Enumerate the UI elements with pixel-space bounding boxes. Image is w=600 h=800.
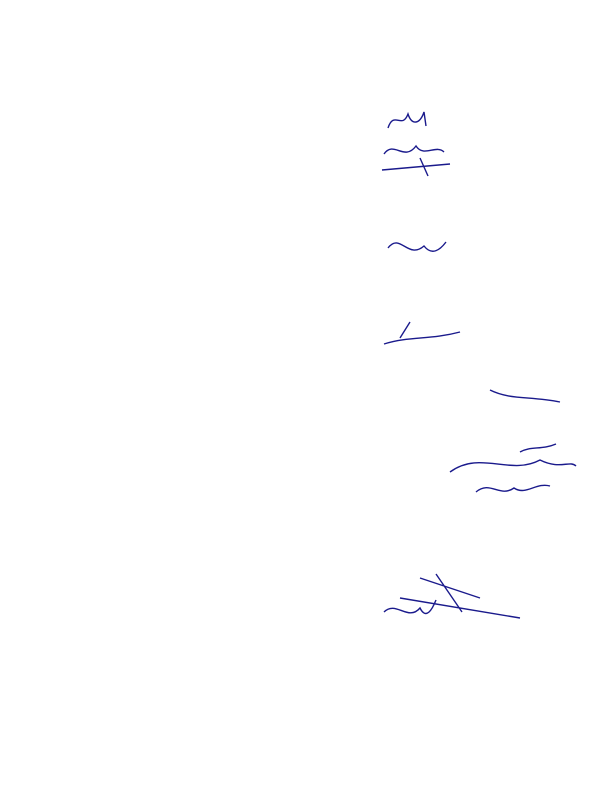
barcode-image — [230, 40, 358, 66]
signature-scribbles — [380, 100, 580, 660]
